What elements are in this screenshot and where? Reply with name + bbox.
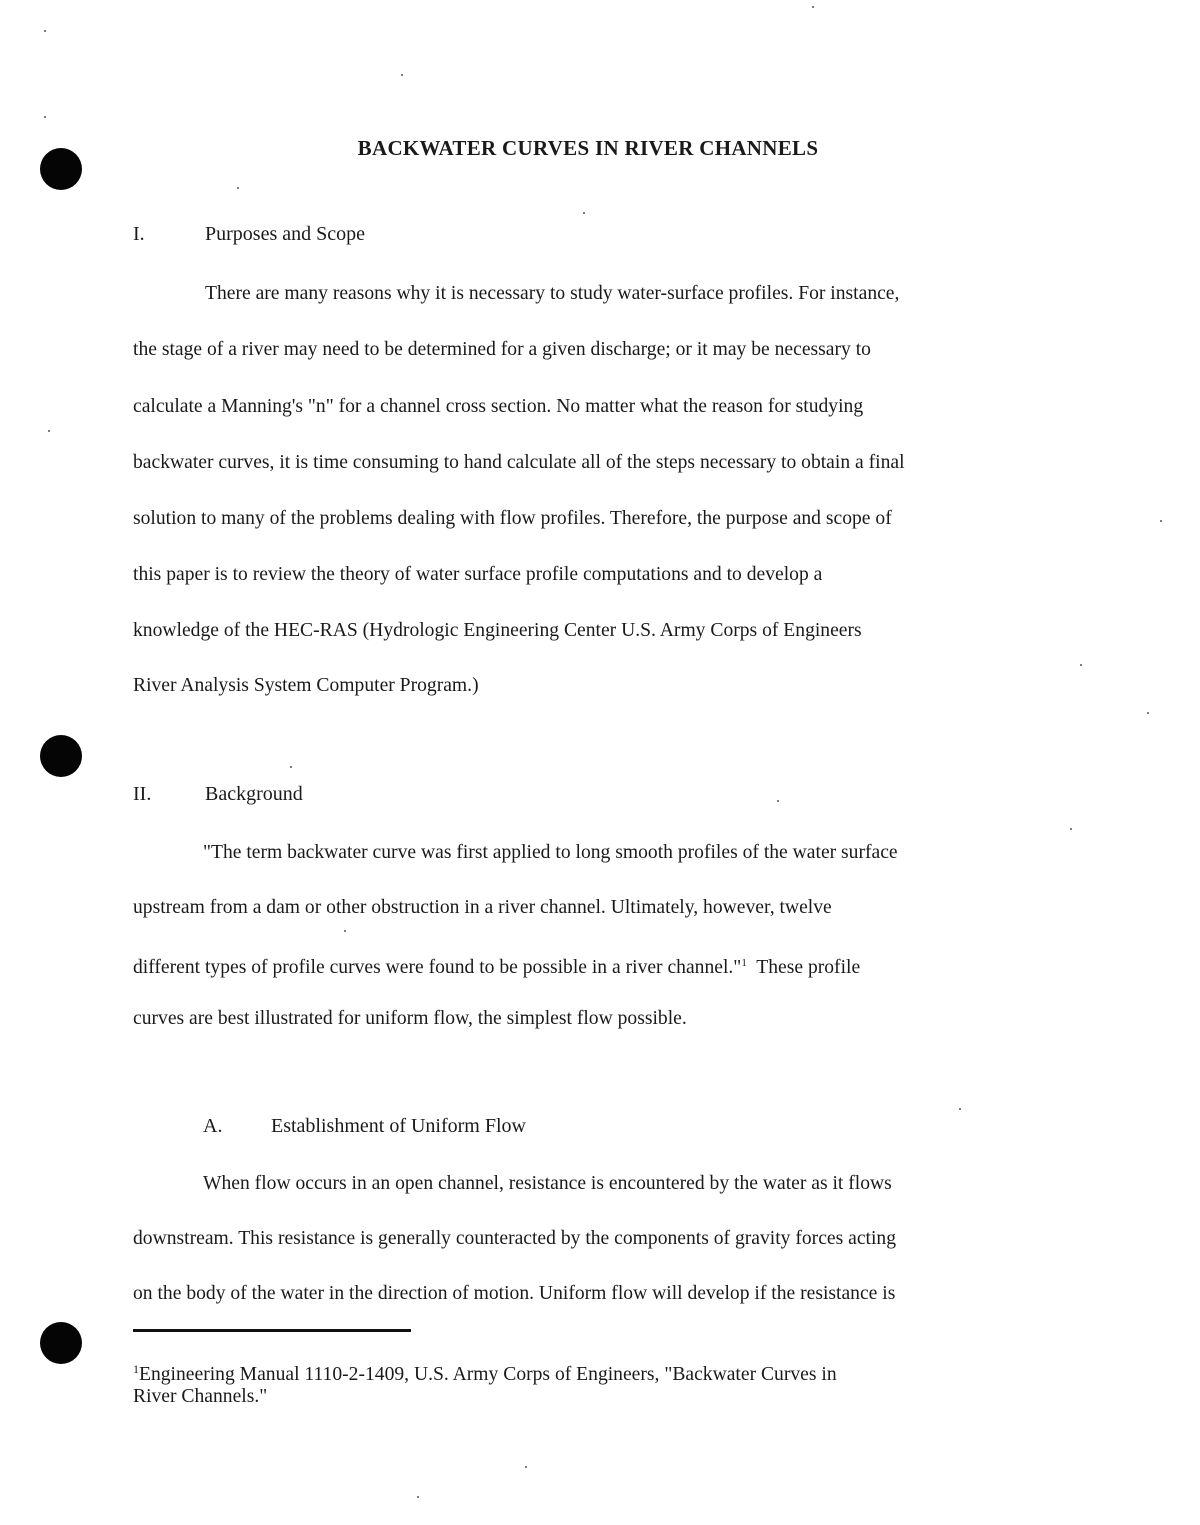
footnote-text: Engineering Manual 1110-2-1409, U.S. Army Corps of Engineers, "Backwater Curves in	[139, 1364, 837, 1385]
section-number: II.	[133, 783, 152, 805]
scan-speck	[583, 212, 585, 214]
footnote-continuation: River Channels."	[133, 1386, 268, 1407]
subsection-title: Establishment of Uniform Flow	[271, 1115, 526, 1137]
scan-speck	[401, 74, 403, 76]
paragraph-line: curves are best illustrated for uniform flow, the simplest flow possible.	[133, 1008, 687, 1029]
paragraph-line	[133, 951, 860, 980]
footnote-separator	[133, 1329, 411, 1332]
document-title: BACKWATER CURVES IN RIVER CHANNELS	[357, 136, 819, 160]
paragraph-line: "The term backwater curve was first applied to long smooth profiles of the water surface	[203, 842, 898, 863]
subsection-letter: A.	[203, 1115, 223, 1137]
scan-speck	[44, 116, 46, 118]
section-title: Background	[205, 783, 303, 805]
scan-speck	[959, 1108, 961, 1110]
scan-speck	[44, 30, 46, 32]
punch-hole	[40, 735, 82, 777]
scan-speck	[1070, 828, 1072, 830]
paragraph-line: knowledge of the HEC-RAS (Hydrologic Engineering Center U.S. Army Corps of Engineers	[133, 620, 862, 641]
paragraph-line: this paper is to review the theory of water surface profile computations and to develop a	[133, 564, 823, 585]
paragraph-line: on the body of the water in the direction of motion. Uniform flow will develop if the resistance is	[133, 1283, 896, 1304]
scan-speck	[525, 1466, 527, 1468]
scan-speck	[290, 766, 292, 768]
section-title: Purposes and Scope	[205, 223, 365, 245]
scan-speck	[48, 430, 50, 432]
paragraph-line: backwater curves, it is time consuming to hand calculate all of the steps necessary to obtain a final	[133, 452, 905, 473]
paragraph-text: different types of profile curves were found to be possible in a river channel."	[133, 957, 742, 978]
footnote-marker: 1	[133, 1362, 139, 1376]
paragraph-line: There are many reasons why it is necessary to study water-surface profiles. For instance,	[205, 283, 900, 304]
paragraph-line: downstream. This resistance is generally counteracted by the components of gravity forces acting	[133, 1228, 896, 1249]
scan-speck	[237, 187, 239, 189]
scan-speck	[1160, 520, 1162, 522]
paragraph-line: calculate a Manning's "n" for a channel cross section. No matter what the reason for studying	[133, 396, 864, 417]
scan-speck	[812, 6, 814, 8]
paragraph-line: River Analysis System Computer Program.)	[133, 675, 479, 696]
paragraph-text: These profile	[746, 957, 861, 978]
paragraph-line: the stage of a river may need to be determined for a given discharge; or it may be necessary to	[133, 339, 871, 360]
scan-speck	[344, 930, 346, 932]
section-number: I.	[133, 223, 145, 245]
scan-speck	[417, 1496, 419, 1498]
paragraph-line: upstream from a dam or other obstruction in a river channel. Ultimately, however, twelve	[133, 897, 832, 918]
punch-hole	[40, 1322, 82, 1364]
scan-speck	[1080, 664, 1082, 666]
paragraph-line: solution to many of the problems dealing with flow profiles. Therefore, the purpose and scope of	[133, 508, 892, 529]
scan-speck	[1147, 712, 1149, 714]
footnote-reference: 1	[741, 957, 747, 969]
scan-speck	[777, 800, 779, 802]
paragraph-line: When flow occurs in an open channel, resistance is encountered by the water as it flows	[203, 1173, 892, 1194]
